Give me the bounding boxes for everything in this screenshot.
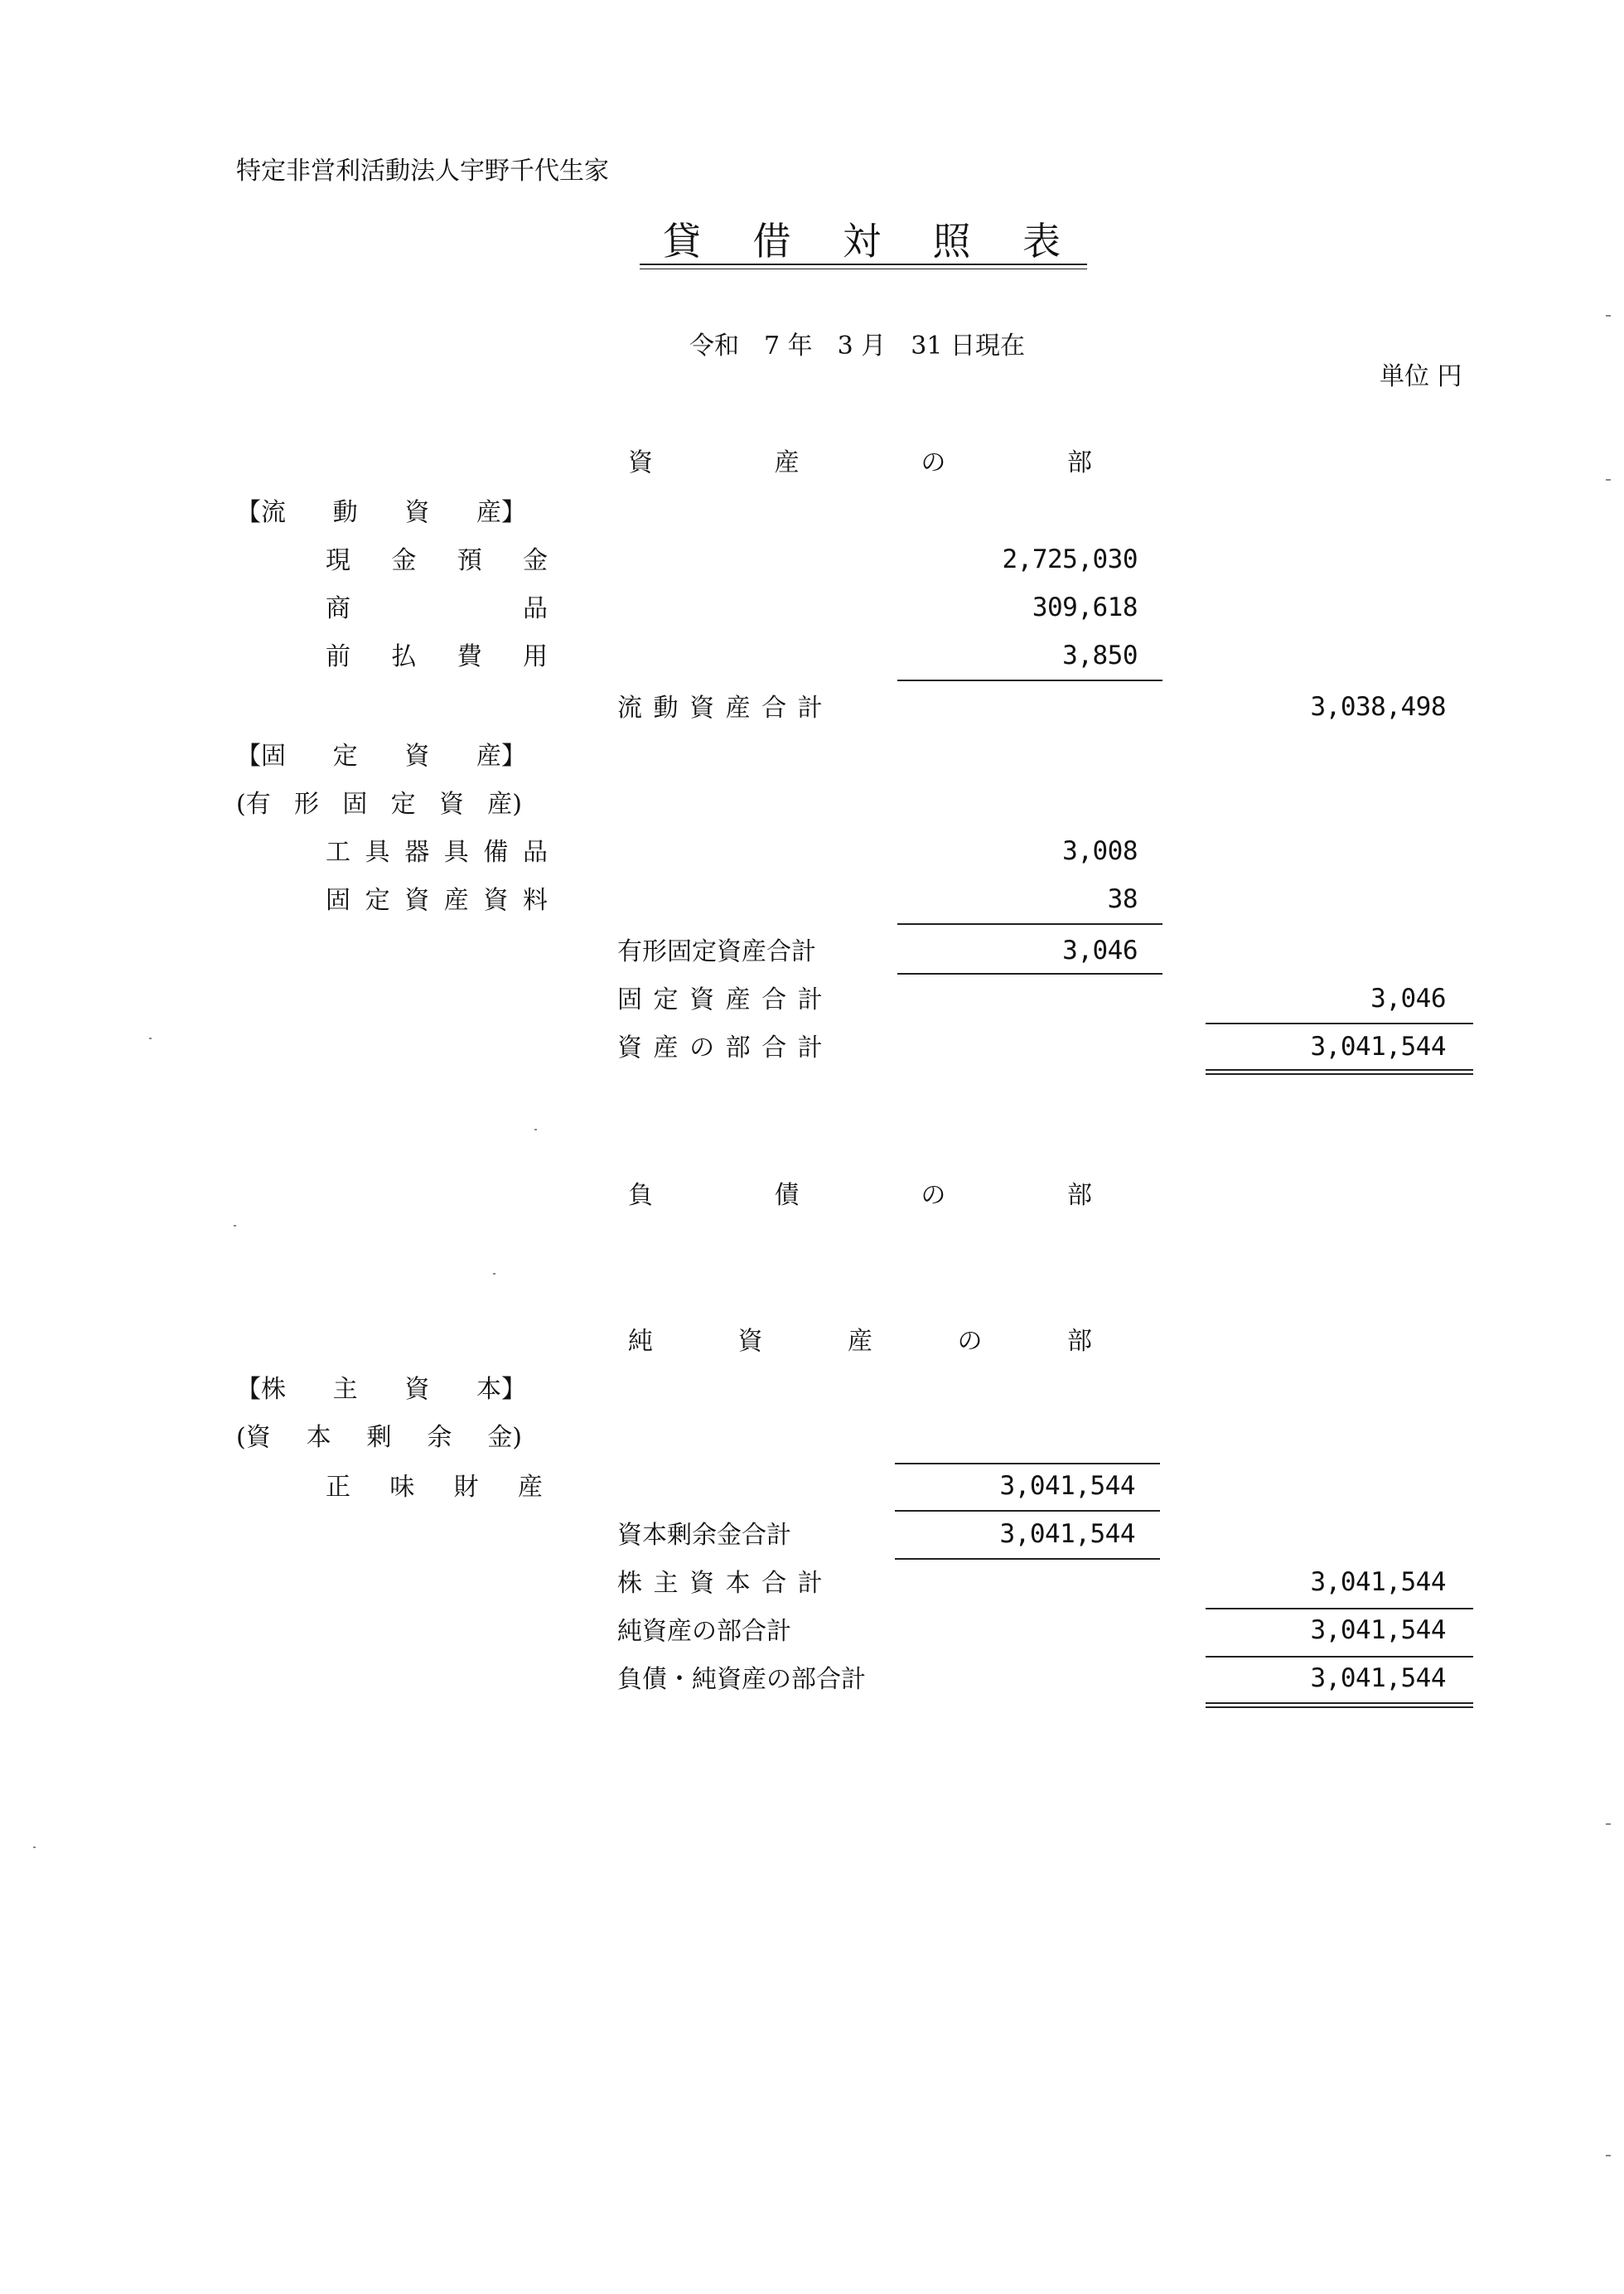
item-char: 定: [365, 886, 390, 915]
capital-surplus-total-value: 3,041,544: [999, 1519, 1135, 1549]
scan-speck: [234, 1225, 236, 1227]
title-char: 借: [752, 219, 791, 264]
item-fixed-materials-value: 38: [1107, 884, 1138, 914]
scan-speck: [149, 1038, 152, 1039]
liabilities-section-heading: [628, 1183, 1092, 1208]
current-assets-total-label: 流 動 資 産 合 計: [617, 694, 824, 723]
title-char: 対: [843, 219, 881, 264]
group-char: 産】: [476, 742, 526, 771]
group-char: 定: [390, 790, 416, 819]
item-prepaid-value: 3,850: [1062, 641, 1138, 670]
item-char: 用: [522, 642, 548, 671]
total-rule: [1206, 1608, 1473, 1609]
item-char: 品: [522, 838, 548, 867]
item-char: 金: [522, 546, 548, 575]
unit-label: 単位 円: [1380, 362, 1462, 391]
heading-char: の: [957, 1327, 983, 1356]
item-char: 産: [517, 1473, 543, 1502]
as-of-date: 令和 7 年 3 月 31 日現在: [689, 332, 1025, 361]
grand-total-double-rule: [1206, 1069, 1473, 1075]
net-assets-total-value: 3,041,544: [1310, 1615, 1446, 1645]
group-char: 【流: [236, 498, 286, 527]
item-char: 財: [453, 1473, 479, 1502]
item-char: 費: [457, 642, 482, 671]
group-char: 産): [487, 790, 522, 819]
title-char: 照: [932, 219, 971, 264]
item-char: 味: [389, 1473, 415, 1502]
group-fixed-assets: [236, 744, 526, 769]
item-fixed-materials-label: [326, 888, 548, 913]
heading-char: の: [921, 1181, 946, 1210]
heading-char: 資: [628, 448, 653, 477]
heading-char: 資: [737, 1327, 763, 1356]
grand-total-double-rule: [1206, 1702, 1473, 1708]
tangible-fixed-total-value: 3,046: [1062, 936, 1138, 966]
capital-surplus-total-label: 資本剰余金合計: [617, 1521, 791, 1550]
heading-char: 部: [1066, 1181, 1092, 1210]
assets-total-label: 資 産 の 部 合 計: [617, 1033, 824, 1062]
group-char: 資: [404, 1375, 430, 1404]
subtotal-rule: [897, 923, 1162, 925]
group-char: (有: [236, 790, 271, 819]
group-char: 剰: [366, 1423, 392, 1452]
title-char: 表: [1022, 219, 1061, 264]
group-char: 産】: [476, 498, 526, 527]
scan-speck: [1606, 1823, 1611, 1825]
heading-char: 産: [774, 448, 800, 477]
item-char: 器: [404, 838, 430, 867]
item-tools-label: [326, 840, 548, 865]
group-char: (資: [236, 1423, 271, 1452]
item-char: 商: [326, 594, 350, 623]
item-net-worth-label: [326, 1475, 543, 1500]
scan-speck: [1606, 479, 1611, 481]
group-char: 形: [294, 790, 320, 819]
current-assets-total-value: 3,038,498: [1310, 692, 1446, 722]
group-capital-surplus: [236, 1425, 522, 1450]
assets-total-value: 3,041,544: [1310, 1032, 1446, 1062]
subtotal-rule: [897, 680, 1162, 681]
subtotal-rule: [895, 1558, 1160, 1560]
item-char: 固: [326, 886, 350, 915]
group-char: 本】: [476, 1375, 526, 1404]
group-char: 資: [404, 498, 430, 527]
subtotal-rule: [897, 973, 1162, 975]
subtotal-rule: [895, 1510, 1160, 1512]
tangible-fixed-total-label: 有形固定資産合計: [617, 937, 816, 966]
item-char: 預: [457, 546, 482, 575]
heading-char: 債: [774, 1181, 800, 1210]
item-char: 料: [522, 886, 548, 915]
group-char: 余: [427, 1423, 452, 1452]
group-char: 【株: [236, 1375, 286, 1404]
liabilities-net-assets-total-value: 3,041,544: [1310, 1663, 1446, 1693]
total-rule: [1206, 1023, 1473, 1024]
group-char: 金): [487, 1423, 522, 1452]
group-char: 主: [332, 1375, 358, 1404]
scan-speck: [493, 1273, 495, 1275]
group-char: 資: [404, 742, 430, 771]
item-tools-value: 3,008: [1062, 836, 1138, 866]
scan-speck: [33, 1846, 36, 1848]
scan-speck: [1606, 2155, 1611, 2156]
total-rule: [1206, 1656, 1473, 1658]
fixed-assets-total-label: 固 定 資 産 合 計: [617, 985, 824, 1014]
scan-speck: [1606, 315, 1611, 317]
item-char: 備: [483, 838, 509, 867]
title-char: 貸: [663, 219, 701, 264]
group-char: 定: [332, 742, 358, 771]
heading-char: 産: [848, 1327, 872, 1356]
net-assets-total-label: 純資産の部合計: [617, 1617, 791, 1646]
item-char: 資: [404, 886, 430, 915]
item-prepaid-label: [326, 642, 548, 671]
item-char: 品: [523, 594, 548, 623]
item-net-worth-value: 3,041,544: [999, 1471, 1135, 1501]
group-current-assets: [236, 498, 526, 527]
group-char: 本: [306, 1423, 331, 1452]
title-underline: [640, 264, 1087, 265]
assets-section-heading: [628, 448, 1092, 477]
item-char: 前: [326, 642, 350, 671]
shareholders-equity-total-label: 株 主 資 本 合 計: [617, 1569, 824, 1598]
item-char: 具: [443, 838, 469, 867]
item-char: 工: [326, 838, 350, 867]
item-cash-label: [326, 546, 548, 575]
item-char: 金: [391, 546, 417, 575]
item-char: 産: [443, 886, 469, 915]
heading-char: 負: [628, 1181, 653, 1210]
group-char: 資: [438, 790, 464, 819]
group-shareholders-equity: [236, 1377, 526, 1402]
item-char: 資: [483, 886, 509, 915]
net-assets-section-heading: [628, 1329, 1092, 1354]
item-char: 現: [326, 546, 350, 575]
group-tangible-fixed-assets: [236, 792, 522, 817]
shareholders-equity-total-value: 3,041,544: [1310, 1567, 1446, 1597]
document-title: [663, 219, 1061, 264]
item-goods-label: [326, 594, 548, 623]
item-goods-value: 309,618: [1032, 593, 1138, 622]
item-char: 具: [365, 838, 390, 867]
item-char: 正: [326, 1473, 350, 1502]
heading-char: 部: [1066, 448, 1092, 477]
item-char: 払: [391, 642, 417, 671]
group-char: 動: [332, 498, 358, 527]
heading-char: の: [921, 448, 946, 477]
fixed-assets-total-value: 3,046: [1370, 984, 1446, 1014]
organization-name: 特定非営利活動法人宇野千代生家: [236, 157, 609, 186]
subtotal-rule: [895, 1463, 1160, 1464]
liabilities-net-assets-total-label: 負債・純資産の部合計: [617, 1665, 866, 1694]
group-char: 固: [342, 790, 368, 819]
heading-char: 純: [628, 1327, 653, 1356]
heading-char: 部: [1067, 1327, 1092, 1356]
scan-speck: [534, 1129, 537, 1130]
group-char: 【固: [236, 742, 286, 771]
item-cash-value: 2,725,030: [1002, 544, 1138, 574]
